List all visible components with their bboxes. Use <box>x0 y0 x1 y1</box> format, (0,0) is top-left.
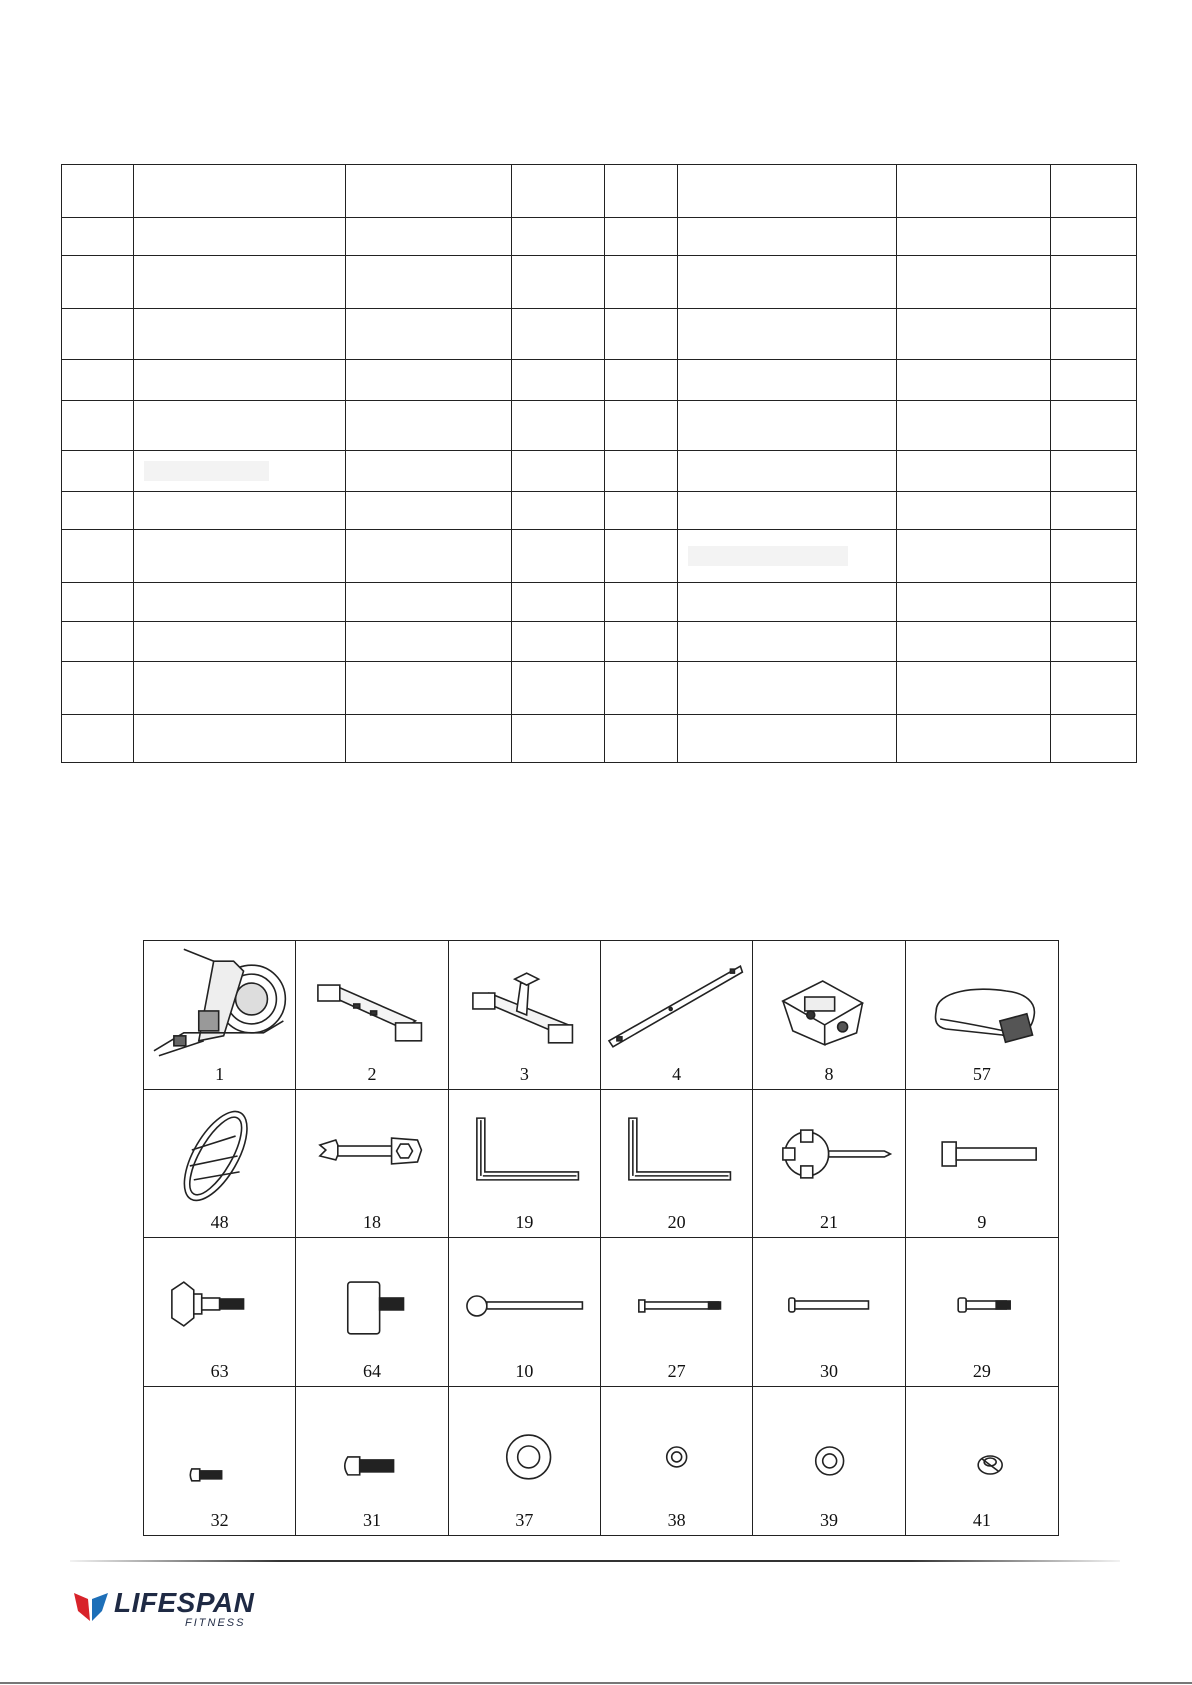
table-cell <box>605 530 678 583</box>
spring-washer-icon <box>906 1387 1058 1505</box>
part-cell-30 <box>753 1238 905 1387</box>
table-cell <box>512 530 605 583</box>
seat-carriage-icon <box>753 941 904 1059</box>
table-cell <box>62 715 134 763</box>
table-cell <box>897 359 1051 400</box>
long-bolt-icon <box>601 1238 752 1356</box>
part-number: 57 <box>972 1063 991 1084</box>
table-cell <box>134 359 346 400</box>
table-cell <box>678 491 897 530</box>
washer-icon <box>753 1387 904 1505</box>
table-cell <box>512 662 605 715</box>
table-row <box>62 662 1137 715</box>
table-cell <box>512 359 605 400</box>
table-cell <box>1051 621 1137 662</box>
table-cell <box>1051 359 1137 400</box>
table-cell <box>62 662 134 715</box>
table-row <box>62 400 1137 451</box>
part-number: 19 <box>515 1212 534 1232</box>
table-row <box>62 451 1137 492</box>
table-cell <box>512 217 605 256</box>
rail-icon <box>601 941 752 1059</box>
part-number: 29 <box>972 1360 991 1381</box>
table-cell <box>1051 165 1137 218</box>
table-cell <box>897 309 1051 360</box>
ring-pin-icon <box>449 1238 600 1356</box>
part-number: 39 <box>819 1510 838 1530</box>
part-number: 31 <box>362 1510 381 1530</box>
table-cell <box>897 662 1051 715</box>
table-cell <box>346 400 512 451</box>
table-cell <box>1051 256 1137 309</box>
table-cell <box>346 491 512 530</box>
part-number: 9 <box>977 1212 987 1232</box>
table-cell <box>62 621 134 662</box>
table-cell <box>605 715 678 763</box>
part-cell-29 <box>906 1238 1058 1387</box>
part-cell-48 <box>144 1090 296 1239</box>
small-washer-icon <box>601 1387 752 1505</box>
table-cell <box>1051 491 1137 530</box>
table-cell <box>134 217 346 256</box>
table-cell <box>62 491 134 530</box>
table-cell <box>346 583 512 622</box>
table-cell <box>346 165 512 218</box>
table-cell <box>62 400 134 451</box>
part-number: 10 <box>515 1360 534 1381</box>
table-cell <box>897 621 1051 662</box>
pin-icon <box>906 1090 1058 1208</box>
part-cell-57 <box>906 941 1058 1090</box>
table-cell <box>678 621 897 662</box>
table-cell <box>605 451 678 492</box>
part-cell-18 <box>296 1090 448 1239</box>
table-cell <box>605 662 678 715</box>
table-cell <box>512 451 605 492</box>
table-cell <box>134 309 346 360</box>
table-cell <box>512 165 605 218</box>
table-cell <box>1051 530 1137 583</box>
table-cell <box>134 451 346 492</box>
allen-key-icon <box>601 1090 752 1208</box>
table-cell <box>678 165 897 218</box>
multi-tool-icon <box>753 1090 904 1208</box>
table-cell <box>897 583 1051 622</box>
table-row <box>62 359 1137 400</box>
table-cell <box>346 451 512 492</box>
part-number: 20 <box>667 1212 686 1232</box>
part-number: 18 <box>362 1212 381 1232</box>
table-cell <box>346 309 512 360</box>
part-number: 4 <box>672 1063 682 1084</box>
table-cell <box>678 451 897 492</box>
table-cell <box>512 491 605 530</box>
part-cell-1 <box>144 941 296 1090</box>
table-cell <box>897 256 1051 309</box>
main-frame-icon <box>144 941 295 1059</box>
part-cell-38 <box>601 1387 753 1536</box>
table-cell <box>346 530 512 583</box>
part-cell-31 <box>296 1387 448 1536</box>
table-cell <box>346 662 512 715</box>
table-cell <box>678 583 897 622</box>
table-row <box>62 715 1137 763</box>
table-cell <box>1051 309 1137 360</box>
rear-stabilizer-icon <box>449 941 600 1059</box>
part-cell-19 <box>449 1090 601 1239</box>
large-washer-icon <box>449 1387 600 1505</box>
part-number: 64 <box>362 1360 381 1381</box>
part-number: 27 <box>667 1360 686 1381</box>
parts-diagram-grid <box>143 940 1059 1536</box>
table-cell <box>605 165 678 218</box>
table-cell <box>605 583 678 622</box>
table-cell <box>512 621 605 662</box>
part-cell-4 <box>601 941 753 1090</box>
table-row <box>62 530 1137 583</box>
part-cell-27 <box>601 1238 753 1387</box>
table-cell <box>134 715 346 763</box>
table-row <box>62 165 1137 218</box>
table-cell <box>678 359 897 400</box>
table-cell <box>62 309 134 360</box>
part-cell-2 <box>296 941 448 1090</box>
table-row <box>62 309 1137 360</box>
table-cell <box>678 715 897 763</box>
part-cell-37 <box>449 1387 601 1536</box>
short-screw-icon <box>144 1387 295 1505</box>
table-row <box>62 256 1137 309</box>
table-cell <box>678 400 897 451</box>
table-cell <box>134 530 346 583</box>
table-cell <box>62 256 134 309</box>
part-cell-32 <box>144 1387 296 1536</box>
table-row <box>62 621 1137 662</box>
table-cell <box>512 309 605 360</box>
table-cell <box>897 715 1051 763</box>
table-cell <box>897 530 1051 583</box>
table-cell <box>897 400 1051 451</box>
footer-divider <box>70 1560 1120 1562</box>
part-number: 32 <box>210 1510 229 1530</box>
table-cell <box>605 217 678 256</box>
knob-bolt-icon <box>144 1238 295 1356</box>
table-cell <box>678 530 897 583</box>
table-cell <box>1051 583 1137 622</box>
table-cell <box>1051 451 1137 492</box>
lifespan-heart-icon <box>72 1591 110 1625</box>
table-cell <box>897 217 1051 256</box>
part-number: 37 <box>515 1510 534 1530</box>
table-cell <box>897 491 1051 530</box>
part-number: 3 <box>519 1063 529 1084</box>
table-cell <box>62 451 134 492</box>
page-bottom-rule <box>0 1682 1192 1684</box>
table-cell <box>512 715 605 763</box>
round-screw-icon <box>296 1387 447 1505</box>
allen-key-icon <box>449 1090 600 1208</box>
part-cell-64 <box>296 1238 448 1387</box>
table-cell <box>1051 217 1137 256</box>
table-cell <box>346 359 512 400</box>
part-cell-21 <box>753 1090 905 1239</box>
table-cell <box>62 530 134 583</box>
table-cell <box>346 621 512 662</box>
part-number: 1 <box>215 1063 225 1084</box>
part-number: 41 <box>972 1510 991 1530</box>
table-cell <box>134 662 346 715</box>
table-cell <box>1051 400 1137 451</box>
cap-bolt-icon <box>296 1238 447 1356</box>
part-cell-9 <box>906 1090 1058 1239</box>
part-number: 38 <box>667 1510 686 1530</box>
table-cell <box>134 165 346 218</box>
table-cell <box>605 309 678 360</box>
part-cell-3 <box>449 941 601 1090</box>
part-number: 2 <box>367 1063 377 1084</box>
table-row <box>62 491 1137 530</box>
table-cell <box>134 256 346 309</box>
part-number: 21 <box>819 1212 838 1232</box>
table-cell <box>605 491 678 530</box>
table-cell <box>605 621 678 662</box>
table-cell <box>346 217 512 256</box>
wrench-icon <box>296 1090 447 1208</box>
part-number: 30 <box>819 1360 838 1381</box>
front-stabilizer-icon <box>296 941 447 1059</box>
part-cell-63 <box>144 1238 296 1387</box>
table-cell <box>678 217 897 256</box>
part-cell-10 <box>449 1238 601 1387</box>
table-cell <box>678 256 897 309</box>
table-cell <box>897 165 1051 218</box>
table-row <box>62 583 1137 622</box>
table-cell <box>897 451 1051 492</box>
table-cell <box>62 359 134 400</box>
table-cell <box>134 621 346 662</box>
part-number: 48 <box>210 1212 229 1232</box>
axle-icon <box>753 1238 904 1356</box>
table-cell <box>134 491 346 530</box>
table-cell <box>134 400 346 451</box>
table-cell <box>512 400 605 451</box>
part-cell-8 <box>753 941 905 1090</box>
logo-wordmark: LIFESPAN <box>114 1587 255 1618</box>
table-cell <box>62 165 134 218</box>
table-cell <box>678 662 897 715</box>
table-cell <box>512 583 605 622</box>
table-cell <box>605 256 678 309</box>
table-cell <box>1051 715 1137 763</box>
table-cell <box>1051 662 1137 715</box>
part-cell-39 <box>753 1387 905 1536</box>
table-row <box>62 217 1137 256</box>
table-cell <box>62 583 134 622</box>
part-number: 8 <box>824 1063 834 1084</box>
table-cell <box>62 217 134 256</box>
table-cell <box>678 309 897 360</box>
parts-list-table <box>61 164 1137 763</box>
part-number: 63 <box>210 1360 229 1381</box>
table-cell <box>346 715 512 763</box>
bolt-icon <box>906 1238 1058 1356</box>
part-cell-20 <box>601 1090 753 1239</box>
table-cell <box>605 359 678 400</box>
seat-icon <box>906 941 1058 1059</box>
table-cell <box>512 256 605 309</box>
part-cell-41 <box>906 1387 1058 1536</box>
table-cell <box>346 256 512 309</box>
lifespan-fitness-logo <box>72 1588 262 1628</box>
table-cell <box>605 400 678 451</box>
logo-subtitle: FITNESS <box>185 1617 246 1629</box>
table-cell <box>134 583 346 622</box>
pedal-icon <box>144 1090 295 1208</box>
